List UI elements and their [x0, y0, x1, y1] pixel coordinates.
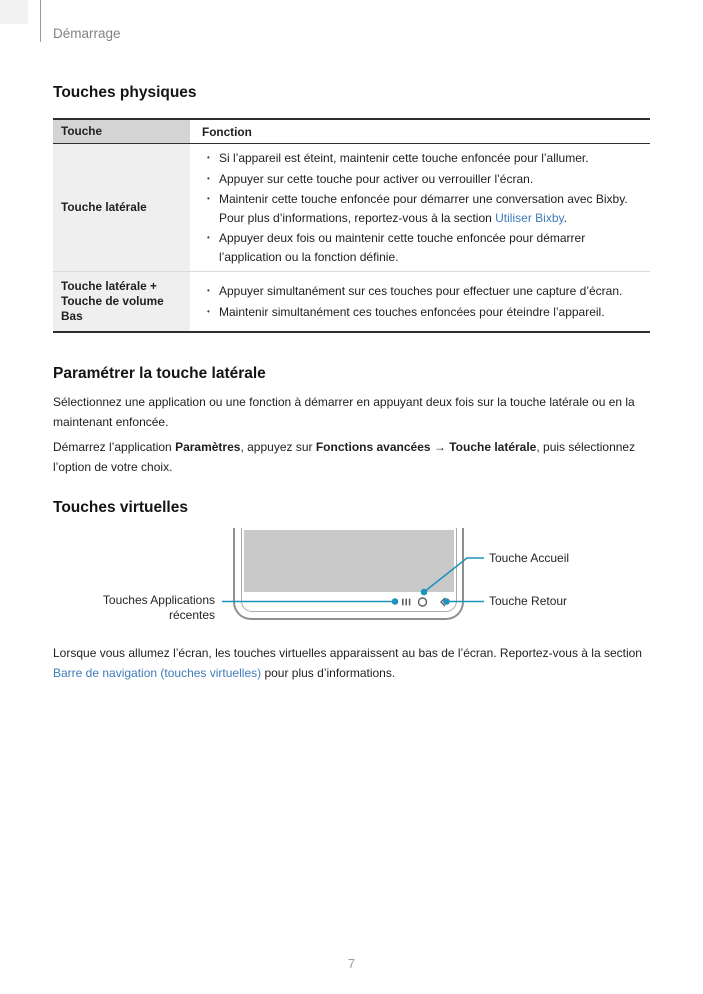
link-utiliser-bixby[interactable]: Utiliser Bixby [495, 210, 564, 225]
bullet-item [190, 303, 650, 322]
page-number: 7 [347, 956, 356, 971]
function-bullet-list [190, 149, 650, 266]
text-part: , puis sélectionnez l’option de votre choix. [53, 440, 636, 474]
paragraph-side-key-intro: Sélectionnez une application ou une fonction à démarrer en appuyant deux fois sur la touche latérale ou en la maintenant enfoncée. [53, 395, 635, 429]
bold-settings-app: Paramètres [175, 440, 241, 454]
bullet-item [190, 229, 650, 266]
paragraph-side-key-steps [53, 438, 650, 477]
bullet-text: • Appuyer simultanément sur ces touches pour effectuer une capture d’écran. [219, 284, 623, 298]
page-corner-decoration [0, 0, 28, 24]
table-cell-functions [190, 272, 650, 331]
table-cell-functions [190, 144, 650, 271]
virtual-keys-diagram [53, 525, 650, 640]
bullet-item [190, 190, 650, 227]
bullet-text-part: Maintenir cette touche enfoncée pour démarrer une conversation avec Bixby. Pour plus d’informations, reportez-vous à la section [219, 192, 628, 225]
section-title-virtual-keys: Touches virtuelles [53, 499, 188, 516]
physical-keys-table [53, 118, 650, 333]
device-screen [244, 530, 454, 592]
section-title-side-key-setting: Paramétrer la touche latérale [53, 365, 266, 382]
bullet-text [219, 190, 650, 227]
arrow-text: → [430, 440, 450, 454]
label-back-key: Touche Retour [489, 594, 568, 608]
bullet-text: • Appuyer sur cette touche pour activer ou verrouiller l’écran. [219, 171, 534, 186]
section-title-physical-keys: Touches physiques [53, 84, 197, 101]
bold-side-key: Touche latérale [449, 440, 537, 454]
table-cell-key: Touche latérale [53, 144, 190, 271]
table-cell-key: Touche latérale + Touche de volume Bas [53, 272, 190, 331]
label-home-key: Touche Accueil [489, 551, 570, 565]
bullet-text-part: . [563, 210, 567, 225]
table-row-side-key [53, 144, 650, 272]
function-bullet-list [190, 282, 650, 321]
table-header-function: Fonction [202, 124, 252, 139]
bullet-text: • Si l’appareil est éteint, maintenir cette touche enfoncée pour l’allumer. [219, 151, 589, 165]
chapter-breadcrumb: Démarrage [53, 26, 121, 41]
bullet-text: • Maintenir simultanément ces touches enfoncées pour éteindre l’appareil. [219, 304, 605, 319]
bullet-item [190, 170, 650, 189]
header-divider [40, 0, 41, 42]
label-recents-key: Touches Applications récentes [102, 593, 215, 622]
table-header-key: Touche [53, 120, 190, 143]
page-content [53, 0, 650, 683]
text-part: Démarrez l’application [53, 440, 176, 454]
bold-advanced-features: Fonctions avancées [315, 440, 431, 454]
text-part: Lorsque vous allumez l’écran, les touches virtuelles apparaissent au bas de l’écran. Reportez-vous à la section [53, 646, 642, 660]
text-part: , appuyez sur [240, 440, 316, 454]
bullet-item [190, 149, 650, 168]
bullet-text: • Appuyer deux fois ou maintenir cette touche enfoncée pour démarrer l’application ou la fonction définie. [219, 231, 586, 264]
text-part: pour plus d’informations. [261, 665, 396, 680]
bullet-item [190, 282, 650, 301]
link-navigation-bar[interactable]: Barre de navigation (touches virtuelles) [53, 665, 262, 680]
paragraph-virtual-keys [53, 644, 650, 683]
table-row-side-plus-volume [53, 272, 650, 331]
table-header-row [53, 120, 650, 144]
